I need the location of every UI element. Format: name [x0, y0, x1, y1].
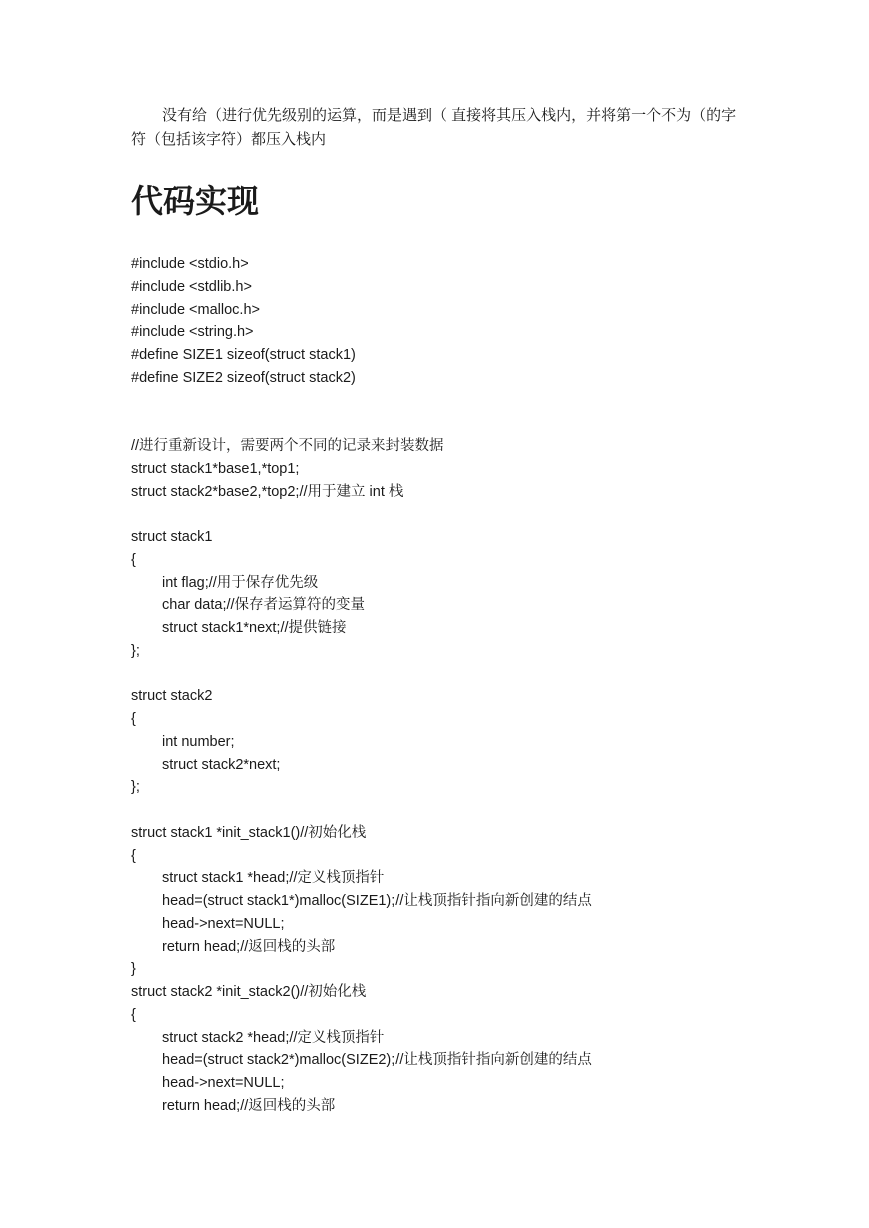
code-line: #include <stdlib.h>: [131, 278, 252, 295]
code-line: struct stack1*next;//提供链接: [162, 620, 347, 636]
code-line: head->next=NULL;: [162, 1075, 285, 1091]
code-line: int flag;//用于保存优先级: [162, 574, 319, 591]
code-line: struct stack1: [131, 529, 213, 545]
code-line: {: [131, 711, 136, 727]
code-line: #include <stdio.h>: [131, 256, 249, 272]
code-line: [131, 412, 831, 435]
code-block: [131, 253, 831, 1118]
code-line: [131, 799, 831, 822]
intro-paragraph: 没有给（进行优先级别的运算，而是遇到（ 直接将其压入栈内，并将第一个不为（的字符（包括该字符）都压入栈内: [131, 107, 737, 148]
code-line: #include <malloc.h>: [131, 301, 260, 318]
code-line: [131, 503, 831, 526]
code-line: #define SIZE1 sizeof(struct stack1): [131, 347, 356, 363]
code-line: return head;//返回栈的头部: [162, 1097, 336, 1114]
code-line: struct stack2*base2,*top2;//用于建立 int 栈: [131, 483, 404, 500]
code-line: {: [131, 551, 136, 568]
code-line: {: [131, 1006, 136, 1023]
code-line: struct stack1*base1,*top1;: [131, 460, 300, 477]
code-line: #include <string.h>: [131, 324, 254, 341]
section-heading: 代码实现: [131, 182, 260, 220]
code-line: }: [131, 961, 136, 978]
code-line: head->next=NULL;: [162, 915, 285, 932]
code-line: struct stack2 *head;//定义栈顶指针: [162, 1029, 385, 1046]
code-line: struct stack1 *init_stack1()//初始化栈: [131, 824, 367, 841]
code-line: {: [131, 847, 136, 864]
code-line: struct stack2: [131, 688, 213, 705]
code-line: struct stack2 *init_stack2()//初始化栈: [131, 984, 367, 1000]
code-line: int number;: [162, 733, 235, 750]
code-line: [131, 663, 831, 686]
code-line: head=(struct stack1*)malloc(SIZE1);//让栈顶指针指向新创建的结点: [162, 893, 592, 909]
code-line: };: [131, 642, 140, 659]
code-line: //进行重新设计，需要两个不同的记录来封装数据: [131, 438, 444, 454]
code-line: return head;//返回栈的头部: [162, 938, 336, 955]
code-line: [131, 390, 831, 413]
code-line: struct stack2*next;: [162, 756, 281, 773]
code-line: };: [131, 779, 140, 796]
code-line: struct stack1 *head;//定义栈顶指针: [162, 870, 385, 887]
code-line: char data;//保存者运算符的变量: [162, 597, 366, 614]
code-line: #define SIZE2 sizeof(struct stack2): [131, 369, 356, 386]
code-line: head=(struct stack2*)malloc(SIZE2);//让栈顶指针指向新创建的结点: [162, 1052, 592, 1069]
